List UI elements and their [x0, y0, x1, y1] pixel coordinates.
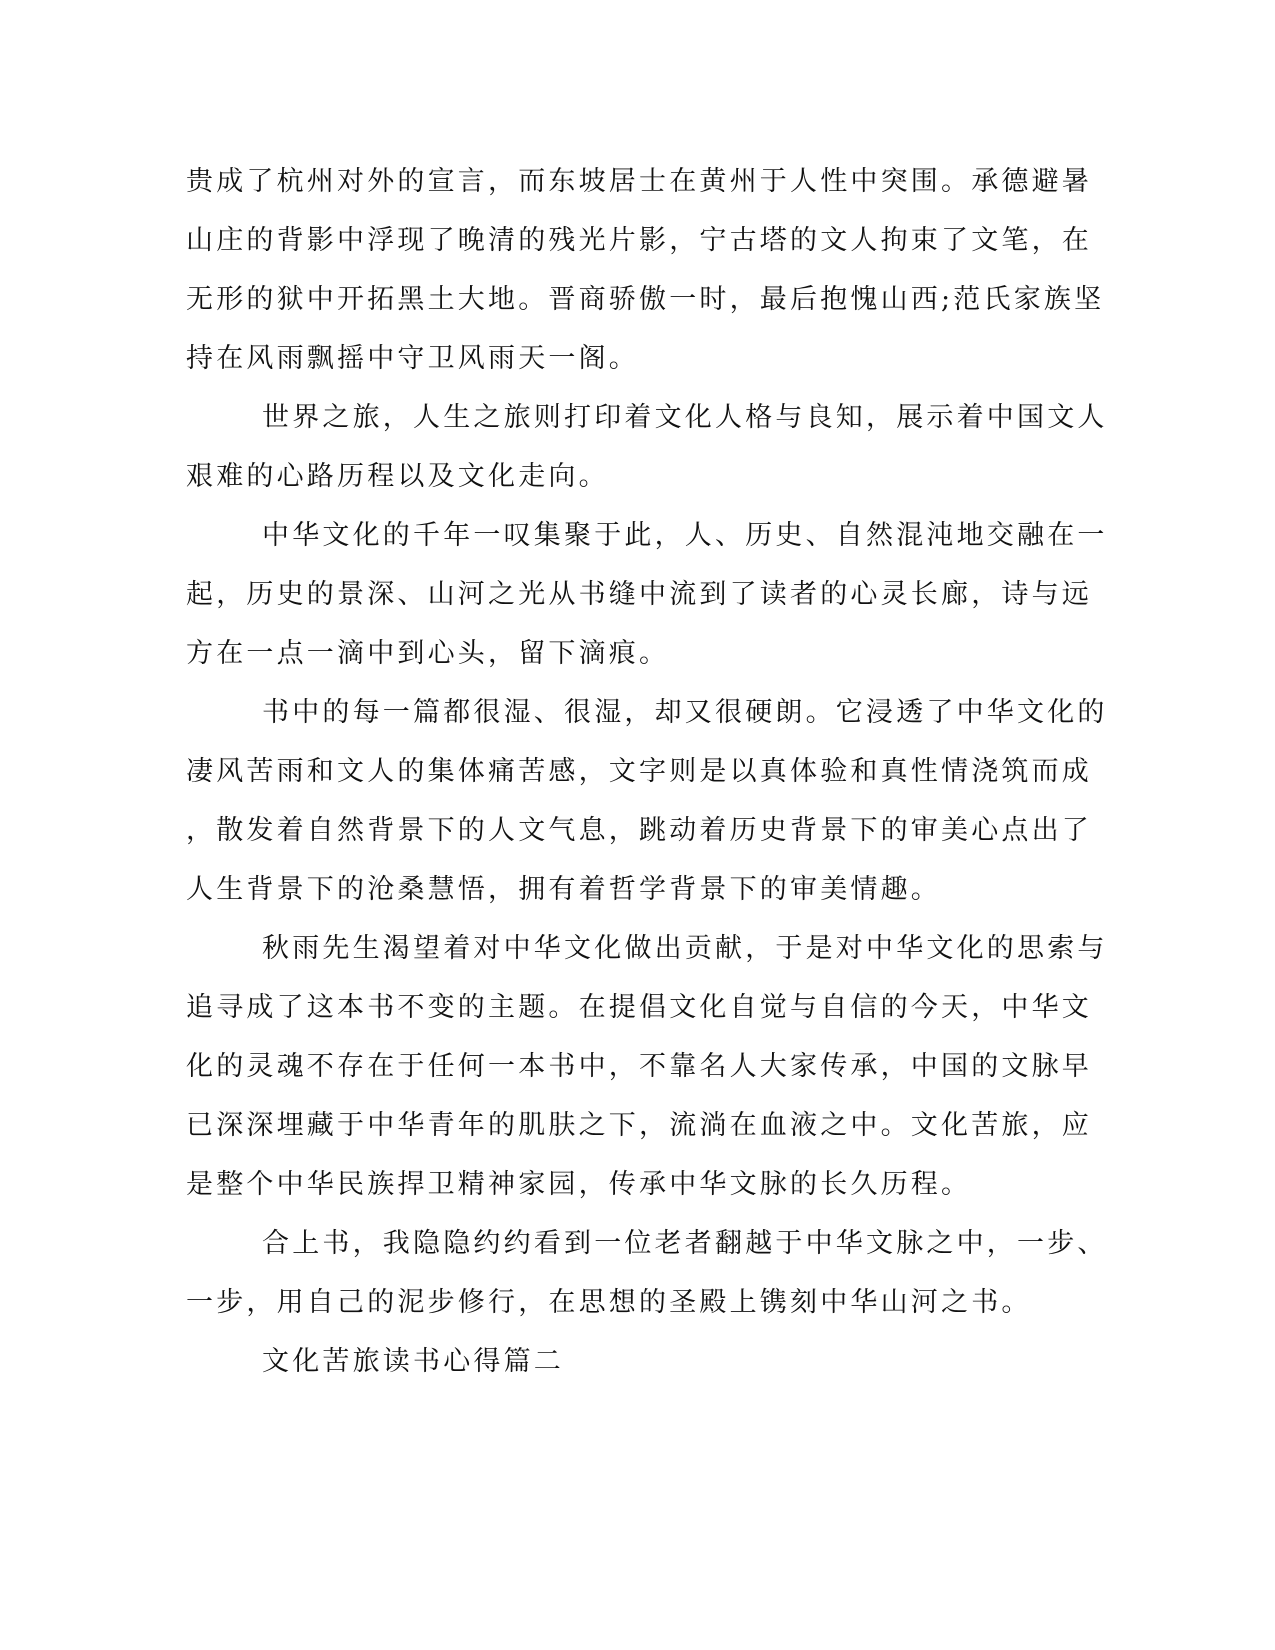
text-line: 起，历史的景深、山河之光从书缝中流到了读者的心灵长廊，诗与远 — [186, 579, 1092, 610]
paragraph-start: 书中的每一篇都很湿、很湿，却又很硬朗。它浸透了中华文化的 — [262, 697, 1108, 728]
paragraph-start: 中华文化的千年一叹集聚于此，人、历史、自然混沌地交融在一 — [262, 520, 1108, 551]
text-line: 凄风苦雨和文人的集体痛苦感，文字则是以真体验和真性情浇筑而成 — [186, 756, 1092, 787]
paragraph-start: 秋雨先生渴望着对中华文化做出贡献，于是对中华文化的思索与 — [262, 933, 1108, 964]
text-line: 贵成了杭州对外的宣言，而东坡居士在黄州于人性中突围。承德避暑 — [186, 166, 1092, 197]
paragraph-start: 合上书，我隐隐约约看到一位老者翻越于中华文脉之中，一步、 — [262, 1228, 1108, 1259]
text-line: 化的灵魂不存在于任何一本书中，不靠名人大家传承，中国的文脉早 — [186, 1051, 1092, 1082]
text-line: 持在风雨飘摇中守卫风雨天一阁。 — [186, 343, 639, 374]
text-line: 无形的狱中开拓黑土大地。晋商骄傲一时，最后抱愧山西;范氏家族坚 — [186, 284, 1105, 315]
paragraph-start: 世界之旅，人生之旅则打印着文化人格与良知，展示着中国文人 — [262, 402, 1108, 433]
text-line: 是整个中华民族捍卫精神家园，传承中华文脉的长久历程。 — [186, 1169, 972, 1200]
text-line: 一步，用自己的泥步修行，在思想的圣殿上镌刻中华山河之书。 — [186, 1287, 1032, 1318]
text-line: ，散发着自然背景下的人文气息，跳动着历史背景下的审美心点出了 — [186, 815, 1092, 846]
section-heading: 文化苦旅读书心得篇二 — [262, 1346, 564, 1377]
text-line: 艰难的心路历程以及文化走向。 — [186, 461, 609, 492]
text-line: 追寻成了这本书不变的主题。在提倡文化自觉与自信的今天，中华文 — [186, 992, 1092, 1023]
text-line: 人生背景下的沧桑慧悟，拥有着哲学背景下的审美情趣。 — [186, 874, 941, 905]
text-line: 方在一点一滴中到心头，留下滴痕。 — [186, 638, 670, 669]
text-line: 已深深埋藏于中华青年的肌肤之下，流淌在血液之中。文化苦旅，应 — [186, 1110, 1092, 1141]
text-line: 山庄的背影中浮现了晚清的残光片影，宁古塔的文人拘束了文笔，在 — [186, 225, 1092, 256]
